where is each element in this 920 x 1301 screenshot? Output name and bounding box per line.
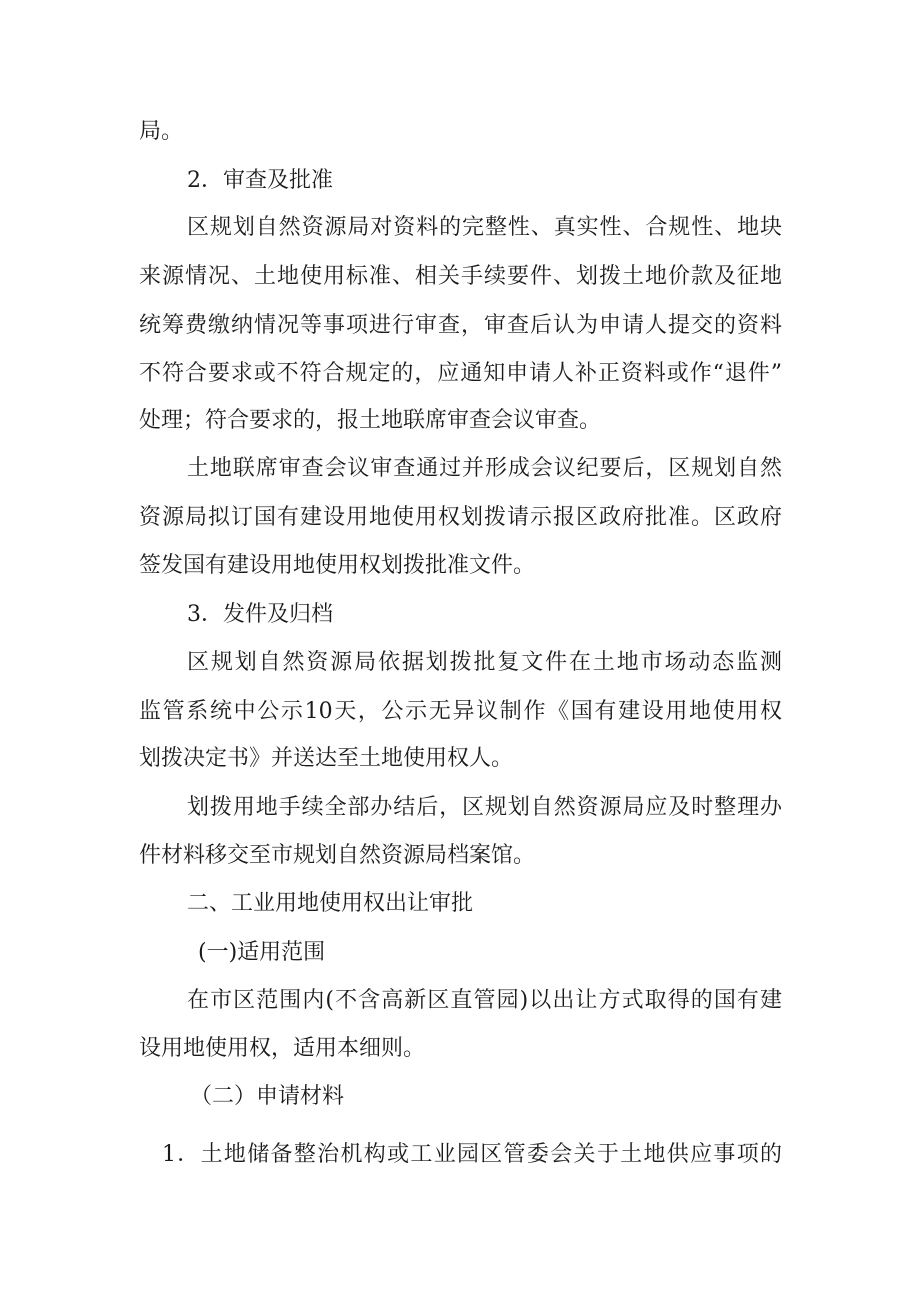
subsection-heading: (一)适用范围 [198, 940, 326, 965]
text-line: 资源局拟订国有建设用地使用权划拨请示报区政府批准。区政府 [139, 505, 782, 530]
text-line: 来源情况、土地使用标准、相关手续要件、划拨土地价款及征地 [139, 264, 782, 289]
text-line: 划拨用地手续全部办结后，区规划自然资源局应及时整理办 [187, 795, 782, 820]
text-line: 区规划自然资源局依据划拨批复文件在土地市场动态监测 [187, 650, 782, 675]
text-line: 土地联席审查会议审查通过并形成会议纪要后，区规划自然 [187, 456, 782, 481]
text-line: 监管系统中公示10天，公示无异议制作《国有建设用地使用权 [139, 699, 782, 724]
text-line: 在市区范围内(不含高新区直管园)以出让方式取得的国有建 [187, 988, 782, 1013]
text-line: 统筹费缴纳情况等事项进行审查，审查后认为申请人提交的资料 [139, 313, 782, 338]
section-heading: 2．审查及批准 [187, 168, 333, 193]
text-line: 局。 [139, 119, 184, 144]
text-line: 1．土地储备整治机构或工业园区管委会关于土地供应事项的 [162, 1142, 782, 1167]
text-line: 不符合要求或不符合规定的，应通知申请人补正资料或作“退件” [139, 361, 782, 386]
text-line: 签发国有建设用地使用权划拨批准文件。 [139, 553, 536, 578]
section-heading: 二、工业用地使用权出让审批 [187, 891, 474, 916]
text-line: 划拨决定书》并送达至土地使用权人。 [139, 746, 514, 771]
text-line: 件材料移交至市规划自然资源局档案馆。 [139, 843, 536, 868]
subsection-heading: （二）申请材料 [190, 1084, 345, 1109]
text-line: 设用地使用权，适用本细则。 [139, 1036, 426, 1061]
text-line: 区规划自然资源局对资料的完整性、真实性、合规性、地块 [187, 215, 782, 240]
text-line: 处理；符合要求的，报土地联席审查会议审查。 [139, 408, 602, 433]
section-heading: 3．发件及归档 [187, 602, 333, 627]
